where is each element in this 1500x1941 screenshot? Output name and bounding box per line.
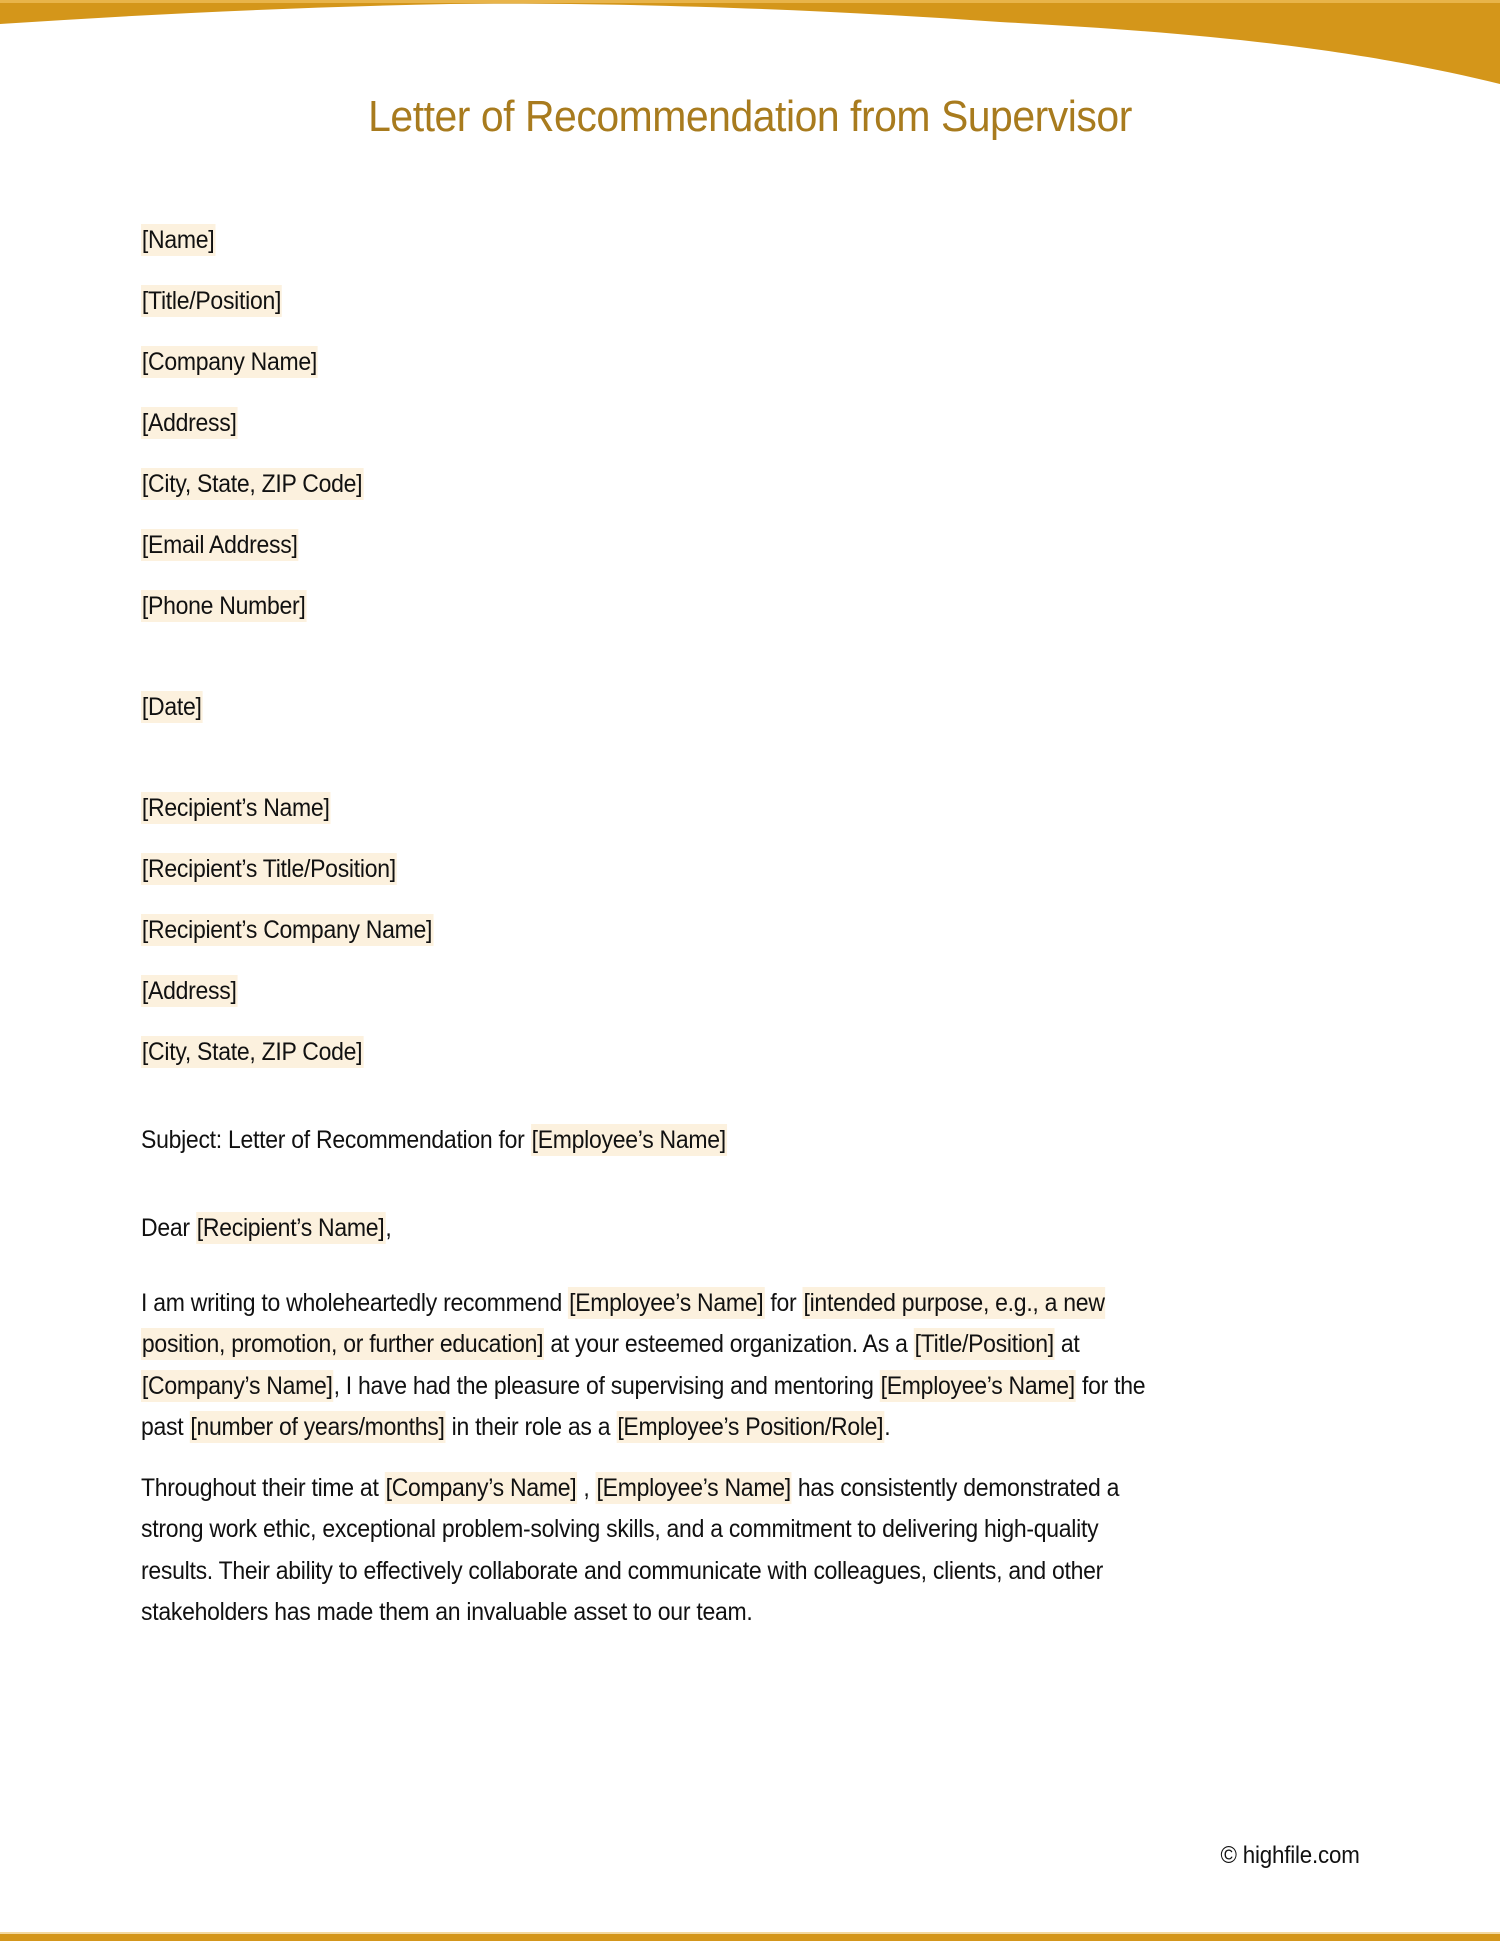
sender-city-placeholder[interactable]: [City, State, ZIP Code]	[141, 470, 363, 498]
recipient-address-placeholder[interactable]: [Address]	[141, 977, 237, 1005]
document-title: Letter of Recommendation from Supervisor	[368, 92, 1132, 141]
header-wave-decoration	[0, 0, 1500, 90]
paragraph-1-line-4	[141, 1407, 1337, 1448]
text: I am writing to wholeheartedly recommend	[141, 1289, 569, 1317]
recipient-name-line	[141, 791, 330, 825]
recipient-company-line	[141, 913, 433, 947]
text: in their role as a	[445, 1412, 617, 1441]
paragraph-2-line-3: results. Their ability to effectively collaborate and communicate with colleagues, clients, and other	[141, 1556, 1104, 1585]
duration-placeholder[interactable]: [number of years/months]	[190, 1412, 445, 1441]
paragraph-2	[141, 1468, 1337, 1633]
sender-company-line	[141, 345, 318, 379]
recipient-company-placeholder[interactable]: [Recipient’s Company Name]	[141, 916, 433, 944]
company-name-placeholder[interactable]: [Company’s Name]	[141, 1371, 333, 1400]
title-position-placeholder[interactable]: [Title/Position]	[914, 1330, 1054, 1359]
sender-name-line	[141, 223, 215, 257]
sender-email-placeholder[interactable]: [Email Address]	[141, 531, 298, 559]
text: ,	[577, 1474, 596, 1502]
text: at your esteemed organization. As a	[544, 1330, 914, 1359]
salutation-prefix: Dear	[141, 1214, 196, 1242]
recipient-name-placeholder[interactable]: [Recipient’s Name]	[141, 794, 330, 822]
header-wave-shape	[0, 0, 1500, 84]
salutation-comma: ,	[385, 1214, 392, 1242]
text: has consistently demonstrated a	[791, 1474, 1120, 1502]
text: for the	[1075, 1371, 1146, 1400]
paragraph-2-line-4: stakeholders has made them an invaluable asset to our team.	[141, 1597, 753, 1626]
employee-name-placeholder[interactable]: [Employee’s Name]	[596, 1474, 791, 1502]
date-placeholder[interactable]: [Date]	[141, 693, 202, 721]
text: at	[1054, 1330, 1080, 1359]
recipient-city-line	[141, 1035, 363, 1069]
sender-email-line	[141, 528, 298, 562]
employee-name-placeholder[interactable]: [Employee’s Name]	[880, 1371, 1075, 1400]
sender-phone-placeholder[interactable]: [Phone Number]	[141, 592, 306, 620]
employee-role-placeholder[interactable]: [Employee’s Position/Role]	[617, 1412, 884, 1441]
copyright-footer: © highfile.com	[1220, 1842, 1360, 1869]
paragraph-1-line-1	[141, 1283, 1337, 1324]
sender-name-placeholder[interactable]: [Name]	[141, 226, 215, 254]
recipient-city-placeholder[interactable]: [City, State, ZIP Code]	[141, 1038, 363, 1066]
text: for	[764, 1289, 803, 1317]
header-wave-highlight	[0, 0, 1500, 3]
recipient-title-placeholder[interactable]: [Recipient’s Title/Position]	[141, 855, 396, 883]
paragraph-1	[141, 1283, 1337, 1448]
sender-city-line	[141, 467, 363, 501]
intended-purpose-placeholder-cont[interactable]: position, promotion, or further education]	[141, 1330, 544, 1359]
text: , I have had the pleasure of supervising and mentoring	[333, 1371, 880, 1400]
sender-title-line	[141, 284, 282, 318]
footer-bar	[0, 1934, 1500, 1941]
subject-prefix: Subject: Letter of Recommendation for	[141, 1126, 531, 1154]
paragraph-1-line-3	[141, 1366, 1337, 1407]
subject-line	[141, 1123, 727, 1157]
recipient-address-line	[141, 974, 238, 1008]
recipient-title-line	[141, 852, 397, 886]
text: past	[141, 1412, 190, 1441]
text: Throughout their time at	[141, 1474, 385, 1502]
salutation-line	[141, 1211, 391, 1245]
sender-title-placeholder[interactable]: [Title/Position]	[141, 287, 282, 315]
intended-purpose-placeholder[interactable]: [intended purpose, e.g., a new	[803, 1289, 1105, 1317]
sender-address-placeholder[interactable]: [Address]	[141, 409, 237, 437]
paragraph-2-line-2: strong work ethic, exceptional problem-solving skills, and a commitment to delivering high-quality	[141, 1515, 1099, 1544]
paragraph-2-line-1	[141, 1468, 1337, 1509]
paragraph-1-line-2	[141, 1324, 1337, 1365]
company-name-placeholder[interactable]: [Company’s Name]	[385, 1474, 577, 1502]
sender-company-placeholder[interactable]: [Company Name]	[141, 348, 318, 376]
employee-name-placeholder[interactable]: [Employee’s Name]	[569, 1289, 764, 1317]
date-line	[141, 690, 203, 724]
text: .	[884, 1412, 891, 1441]
salutation-recipient-placeholder[interactable]: [Recipient’s Name]	[196, 1214, 385, 1242]
sender-phone-line	[141, 589, 306, 623]
subject-employee-placeholder[interactable]: [Employee’s Name]	[531, 1126, 726, 1154]
sender-address-line	[141, 406, 238, 440]
